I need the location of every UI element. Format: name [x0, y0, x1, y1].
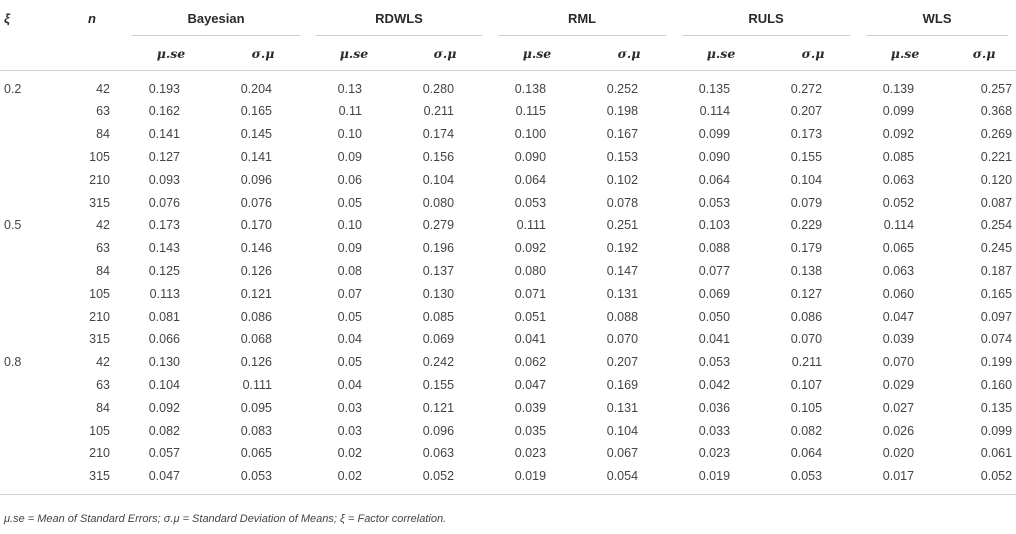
value-cell-mu-se: 0.053 — [514, 195, 547, 210]
value-cell-mu-se: 0.071 — [514, 286, 547, 301]
value-cell-mu-se: 0.064 — [698, 172, 731, 187]
value-cell-mu-se: 0.111 — [516, 218, 547, 233]
value-cell-sigma-mu: 0.170 — [240, 218, 272, 233]
xi-cell — [0, 100, 60, 123]
value-cell-mu-se: 0.05 — [337, 195, 362, 210]
value-cell-mu-se: 0.173 — [148, 218, 180, 233]
value-cell-sigma-mu: 0.074 — [980, 332, 1013, 347]
xi-cell — [0, 146, 60, 169]
group-underline — [682, 35, 850, 36]
value-cell-sigma-mu: 0.207 — [606, 355, 639, 370]
value-cell-sigma-mu: 0.131 — [606, 400, 639, 415]
xi-cell — [0, 237, 60, 260]
n-cell: 84 — [96, 400, 110, 415]
value-cell-mu-se: 0.069 — [698, 286, 731, 301]
value-cell-sigma-mu: 0.156 — [422, 149, 455, 164]
sub-header-sigma-mu: σ.μ — [433, 45, 457, 61]
n-cell: 84 — [96, 263, 110, 278]
method-header-bayesian — [124, 0, 308, 36]
value-cell-mu-se: 0.090 — [514, 149, 547, 164]
value-cell-mu-se: 0.052 — [882, 195, 915, 210]
value-cell-mu-se: 0.03 — [337, 400, 362, 415]
method-header-wls — [858, 0, 1016, 36]
value-cell-mu-se: 0.063 — [882, 263, 915, 278]
value-cell-mu-se: 0.036 — [698, 400, 731, 415]
sub-header-mu-se: μ.se — [522, 45, 552, 61]
value-cell-mu-se: 0.193 — [148, 81, 180, 96]
group-underline — [498, 35, 666, 36]
value-cell-mu-se: 0.092 — [514, 241, 547, 256]
value-cell-sigma-mu: 0.221 — [980, 149, 1013, 164]
value-cell-sigma-mu: 0.063 — [422, 446, 455, 461]
value-cell-mu-se: 0.08 — [337, 263, 362, 278]
empty-header-cell — [60, 36, 124, 71]
value-cell-mu-se: 0.062 — [514, 355, 547, 370]
header-row-methods — [0, 0, 1016, 36]
n-cell: 105 — [89, 149, 110, 164]
value-cell-mu-se: 0.103 — [698, 218, 731, 233]
value-cell-mu-se: 0.041 — [514, 332, 547, 347]
value-cell-mu-se: 0.162 — [148, 104, 180, 119]
value-cell-sigma-mu: 0.155 — [422, 377, 455, 392]
table-row — [0, 305, 1016, 328]
value-cell-sigma-mu: 0.054 — [584, 465, 674, 494]
value-cell-sigma-mu: 0.070 — [790, 332, 823, 347]
table-row — [0, 396, 1016, 419]
value-cell-mu-se: 0.11 — [338, 104, 362, 119]
value-cell-sigma-mu: 0.145 — [240, 127, 272, 142]
value-cell-mu-se: 0.017 — [858, 465, 952, 494]
value-cell-mu-se: 0.020 — [882, 446, 915, 461]
value-cell-sigma-mu: 0.088 — [606, 309, 639, 324]
value-cell-sigma-mu: 0.204 — [240, 81, 272, 96]
value-cell-mu-se: 0.099 — [698, 127, 731, 142]
value-cell-sigma-mu: 0.173 — [790, 127, 823, 142]
value-cell-sigma-mu: 0.102 — [606, 172, 639, 187]
value-cell-sigma-mu: 0.242 — [422, 355, 455, 370]
value-cell-sigma-mu: 0.137 — [422, 263, 455, 278]
table-row — [0, 419, 1016, 442]
value-cell-sigma-mu: 0.082 — [790, 423, 823, 438]
value-cell-mu-se: 0.065 — [882, 241, 915, 256]
value-cell-sigma-mu: 0.198 — [606, 104, 639, 119]
xi-cell — [0, 282, 60, 305]
value-cell-mu-se: 0.10 — [337, 218, 362, 233]
value-cell-mu-se: 0.064 — [514, 172, 547, 187]
method-label: RULS — [748, 10, 784, 26]
value-cell-mu-se: 0.05 — [337, 355, 362, 370]
value-cell-mu-se: 0.13 — [337, 81, 362, 96]
table-row — [0, 71, 1016, 101]
value-cell-sigma-mu: 0.130 — [422, 286, 455, 301]
xi-cell: 0.2 — [4, 81, 22, 96]
table-row — [0, 168, 1016, 191]
n-cell: 210 — [89, 446, 110, 461]
value-cell-mu-se: 0.063 — [882, 172, 915, 187]
value-cell-sigma-mu: 0.052 — [952, 465, 1016, 494]
value-cell-mu-se: 0.138 — [514, 81, 547, 96]
value-cell-sigma-mu: 0.245 — [980, 241, 1013, 256]
table-row — [0, 282, 1016, 305]
value-cell-sigma-mu: 0.280 — [422, 81, 455, 96]
table-row — [0, 237, 1016, 260]
value-cell-sigma-mu: 0.065 — [240, 446, 272, 461]
value-cell-mu-se: 0.114 — [699, 104, 731, 119]
value-cell-mu-se: 0.02 — [337, 446, 362, 461]
value-cell-sigma-mu: 0.229 — [790, 218, 823, 233]
value-cell-sigma-mu: 0.167 — [606, 127, 639, 142]
value-cell-mu-se: 0.115 — [515, 104, 547, 119]
value-cell-sigma-mu: 0.196 — [422, 241, 455, 256]
xi-cell — [0, 419, 60, 442]
method-label: Bayesian — [187, 10, 245, 26]
value-cell-sigma-mu: 0.095 — [240, 400, 272, 415]
table-row — [0, 214, 1016, 237]
value-cell-mu-se: 0.033 — [698, 423, 731, 438]
value-cell-sigma-mu: 0.126 — [240, 355, 272, 370]
table-footnote: μ.se = Mean of Standard Errors; σ.μ = Standard Deviation of Means; ξ = Factor correlation. — [4, 513, 447, 525]
value-cell-sigma-mu: 0.138 — [790, 263, 823, 278]
n-cell: 315 — [60, 465, 124, 494]
value-cell-sigma-mu: 0.120 — [980, 172, 1013, 187]
xi-cell: 0.5 — [4, 218, 22, 233]
value-cell-mu-se: 0.042 — [698, 377, 731, 392]
value-cell-sigma-mu: 0.068 — [240, 332, 272, 347]
value-cell-sigma-mu: 0.211 — [791, 355, 823, 370]
xi-cell — [0, 123, 60, 146]
xi-cell — [0, 442, 60, 465]
value-cell-sigma-mu: 0.064 — [790, 446, 823, 461]
value-cell-mu-se: 0.02 — [308, 465, 400, 494]
value-cell-sigma-mu: 0.121 — [240, 286, 272, 301]
table-row — [0, 351, 1016, 374]
value-cell-sigma-mu: 0.126 — [240, 263, 272, 278]
value-cell-mu-se: 0.019 — [490, 465, 584, 494]
group-underline — [866, 35, 1008, 36]
n-cell: 42 — [96, 355, 110, 370]
n-cell: 315 — [89, 332, 110, 347]
value-cell-sigma-mu: 0.146 — [240, 241, 272, 256]
table-row — [0, 100, 1016, 123]
value-cell-mu-se: 0.060 — [882, 286, 915, 301]
value-cell-mu-se: 0.092 — [148, 400, 180, 415]
value-cell-mu-se: 0.019 — [674, 465, 768, 494]
value-cell-mu-se: 0.080 — [514, 263, 547, 278]
method-header-ruls — [674, 0, 858, 36]
xi-cell — [0, 260, 60, 283]
table-row — [0, 442, 1016, 465]
value-cell-sigma-mu: 0.070 — [606, 332, 639, 347]
value-cell-sigma-mu: 0.096 — [240, 172, 272, 187]
xi-cell: 0.8 — [4, 355, 22, 370]
value-cell-mu-se: 0.088 — [698, 241, 731, 256]
n-cell: 210 — [89, 309, 110, 324]
n-cell: 63 — [96, 241, 110, 256]
value-cell-mu-se: 0.04 — [337, 377, 362, 392]
value-cell-mu-se: 0.076 — [148, 195, 180, 210]
value-cell-sigma-mu: 0.252 — [606, 81, 639, 96]
xi-cell — [0, 168, 60, 191]
value-cell-sigma-mu: 0.187 — [980, 263, 1013, 278]
value-cell-mu-se: 0.057 — [148, 446, 180, 461]
value-cell-mu-se: 0.100 — [514, 127, 547, 142]
table-row — [0, 374, 1016, 397]
sub-header-mu-se: μ.se — [706, 45, 736, 61]
value-cell-mu-se: 0.027 — [882, 400, 915, 415]
value-cell-mu-se: 0.093 — [148, 172, 180, 187]
value-cell-mu-se: 0.10 — [337, 127, 362, 142]
method-label: WLS — [922, 10, 952, 26]
value-cell-mu-se: 0.047 — [882, 309, 915, 324]
value-cell-mu-se: 0.090 — [698, 149, 731, 164]
value-cell-mu-se: 0.041 — [698, 332, 731, 347]
value-cell-mu-se: 0.130 — [148, 355, 180, 370]
n-cell: 42 — [96, 81, 110, 96]
group-underline — [316, 35, 482, 36]
n-cell: 63 — [96, 377, 110, 392]
table-header — [0, 0, 1016, 71]
value-cell-mu-se: 0.099 — [882, 104, 915, 119]
value-cell-mu-se: 0.070 — [882, 355, 915, 370]
value-cell-mu-se: 0.139 — [882, 81, 915, 96]
empty-header-cell — [0, 36, 60, 71]
table-row — [0, 465, 1016, 494]
value-cell-sigma-mu: 0.111 — [242, 377, 272, 392]
table-row — [0, 146, 1016, 169]
value-cell-sigma-mu: 0.192 — [606, 241, 639, 256]
value-cell-sigma-mu: 0.078 — [606, 195, 639, 210]
value-cell-sigma-mu: 0.257 — [980, 81, 1013, 96]
value-cell-sigma-mu: 0.368 — [980, 104, 1013, 119]
value-cell-sigma-mu: 0.179 — [790, 241, 823, 256]
value-cell-mu-se: 0.082 — [148, 423, 180, 438]
value-cell-mu-se: 0.023 — [514, 446, 547, 461]
xi-cell — [0, 396, 60, 419]
value-cell-sigma-mu: 0.099 — [980, 423, 1013, 438]
value-cell-mu-se: 0.04 — [337, 332, 362, 347]
sub-header-mu-se: μ.se — [890, 45, 920, 61]
value-cell-sigma-mu: 0.165 — [240, 104, 272, 119]
value-cell-sigma-mu: 0.121 — [422, 400, 455, 415]
value-cell-mu-se: 0.06 — [337, 172, 362, 187]
value-cell-sigma-mu: 0.199 — [980, 355, 1013, 370]
value-cell-sigma-mu: 0.251 — [606, 218, 639, 233]
value-cell-mu-se: 0.104 — [148, 377, 180, 392]
n-cell: 105 — [89, 286, 110, 301]
value-cell-mu-se: 0.050 — [698, 309, 731, 324]
value-cell-mu-se: 0.125 — [148, 263, 180, 278]
table-body — [0, 71, 1016, 495]
value-cell-sigma-mu: 0.083 — [240, 423, 272, 438]
n-cell: 105 — [89, 423, 110, 438]
table-row — [0, 328, 1016, 351]
value-cell-sigma-mu: 0.254 — [980, 218, 1013, 233]
value-cell-mu-se: 0.051 — [514, 309, 547, 324]
value-cell-sigma-mu: 0.155 — [790, 149, 823, 164]
value-cell-sigma-mu: 0.061 — [980, 446, 1013, 461]
value-cell-sigma-mu: 0.053 — [218, 465, 308, 494]
table-row — [0, 123, 1016, 146]
value-cell-mu-se: 0.047 — [514, 377, 547, 392]
header-row-measures — [0, 36, 1016, 71]
value-cell-sigma-mu: 0.067 — [606, 446, 639, 461]
value-cell-sigma-mu: 0.279 — [422, 218, 455, 233]
value-cell-mu-se: 0.127 — [148, 149, 180, 164]
value-cell-sigma-mu: 0.135 — [980, 400, 1013, 415]
value-cell-mu-se: 0.113 — [149, 286, 180, 301]
value-cell-sigma-mu: 0.147 — [606, 263, 639, 278]
value-cell-sigma-mu: 0.079 — [790, 195, 823, 210]
xi-cell — [0, 305, 60, 328]
value-cell-mu-se: 0.023 — [698, 446, 731, 461]
xi-cell — [0, 328, 60, 351]
sub-header-sigma-mu: σ.μ — [617, 45, 641, 61]
value-cell-mu-se: 0.141 — [148, 127, 180, 142]
value-cell-mu-se: 0.039 — [514, 400, 547, 415]
value-cell-mu-se: 0.053 — [698, 355, 731, 370]
sub-header-mu-se: μ.se — [156, 45, 186, 61]
n-cell: 63 — [96, 104, 110, 119]
value-cell-mu-se: 0.07 — [337, 286, 362, 301]
value-cell-mu-se: 0.066 — [148, 332, 180, 347]
value-cell-sigma-mu: 0.069 — [422, 332, 455, 347]
value-cell-mu-se: 0.077 — [698, 263, 731, 278]
value-cell-mu-se: 0.03 — [337, 423, 362, 438]
n-cell: 84 — [96, 127, 110, 142]
value-cell-sigma-mu: 0.087 — [980, 195, 1013, 210]
value-cell-sigma-mu: 0.174 — [422, 127, 455, 142]
value-cell-sigma-mu: 0.107 — [790, 377, 823, 392]
sub-header-sigma-mu: σ.μ — [972, 45, 996, 61]
value-cell-sigma-mu: 0.127 — [790, 286, 823, 301]
value-cell-sigma-mu: 0.086 — [790, 309, 823, 324]
sub-header-sigma-mu: σ.μ — [801, 45, 825, 61]
value-cell-sigma-mu: 0.269 — [980, 127, 1013, 142]
n-column-header: n — [88, 10, 96, 26]
table-row — [0, 260, 1016, 283]
value-cell-mu-se: 0.085 — [882, 149, 915, 164]
method-label: RML — [567, 10, 597, 26]
n-cell: 210 — [89, 172, 110, 187]
sub-header-mu-se: μ.se — [339, 45, 369, 61]
value-cell-sigma-mu: 0.085 — [422, 309, 455, 324]
value-cell-mu-se: 0.047 — [124, 465, 218, 494]
value-cell-sigma-mu: 0.131 — [606, 286, 639, 301]
value-cell-mu-se: 0.092 — [882, 127, 915, 142]
n-cell: 315 — [89, 195, 110, 210]
value-cell-sigma-mu: 0.104 — [606, 423, 639, 438]
value-cell-mu-se: 0.081 — [148, 309, 180, 324]
value-cell-sigma-mu: 0.097 — [980, 309, 1013, 324]
value-cell-sigma-mu: 0.104 — [422, 172, 455, 187]
value-cell-sigma-mu: 0.104 — [790, 172, 823, 187]
value-cell-mu-se: 0.029 — [882, 377, 915, 392]
xi-cell — [0, 465, 60, 494]
xi-cell — [0, 374, 60, 397]
value-cell-sigma-mu: 0.096 — [422, 423, 455, 438]
value-cell-mu-se: 0.039 — [882, 332, 915, 347]
value-cell-sigma-mu: 0.211 — [423, 104, 455, 119]
n-cell: 42 — [96, 218, 110, 233]
value-cell-sigma-mu: 0.160 — [980, 377, 1013, 392]
value-cell-mu-se: 0.114 — [883, 218, 915, 233]
value-cell-mu-se: 0.05 — [337, 309, 362, 324]
xi-column-header: ξ — [4, 10, 10, 26]
value-cell-sigma-mu: 0.207 — [790, 104, 823, 119]
value-cell-mu-se: 0.143 — [148, 241, 180, 256]
sub-header-sigma-mu: σ.μ — [251, 45, 275, 61]
value-cell-sigma-mu: 0.153 — [606, 149, 639, 164]
value-cell-sigma-mu: 0.165 — [980, 286, 1013, 301]
method-header-rml — [490, 0, 674, 36]
value-cell-sigma-mu: 0.080 — [422, 195, 455, 210]
value-cell-mu-se: 0.053 — [698, 195, 731, 210]
value-cell-sigma-mu: 0.076 — [240, 195, 272, 210]
value-cell-sigma-mu: 0.052 — [400, 465, 490, 494]
table-row — [0, 191, 1016, 214]
value-cell-mu-se: 0.09 — [337, 241, 362, 256]
value-cell-mu-se: 0.09 — [337, 149, 362, 164]
value-cell-mu-se: 0.035 — [514, 423, 547, 438]
value-cell-sigma-mu: 0.086 — [240, 309, 272, 324]
value-cell-mu-se: 0.026 — [882, 423, 915, 438]
value-cell-sigma-mu: 0.169 — [606, 377, 639, 392]
value-cell-sigma-mu: 0.053 — [768, 465, 858, 494]
value-cell-sigma-mu: 0.272 — [790, 81, 823, 96]
group-underline — [132, 35, 300, 36]
value-cell-mu-se: 0.135 — [698, 81, 731, 96]
value-cell-sigma-mu: 0.105 — [790, 400, 823, 415]
method-header-rdwls — [308, 0, 490, 36]
xi-cell — [0, 191, 60, 214]
value-cell-sigma-mu: 0.141 — [240, 149, 272, 164]
method-label: RDWLS — [375, 10, 423, 26]
